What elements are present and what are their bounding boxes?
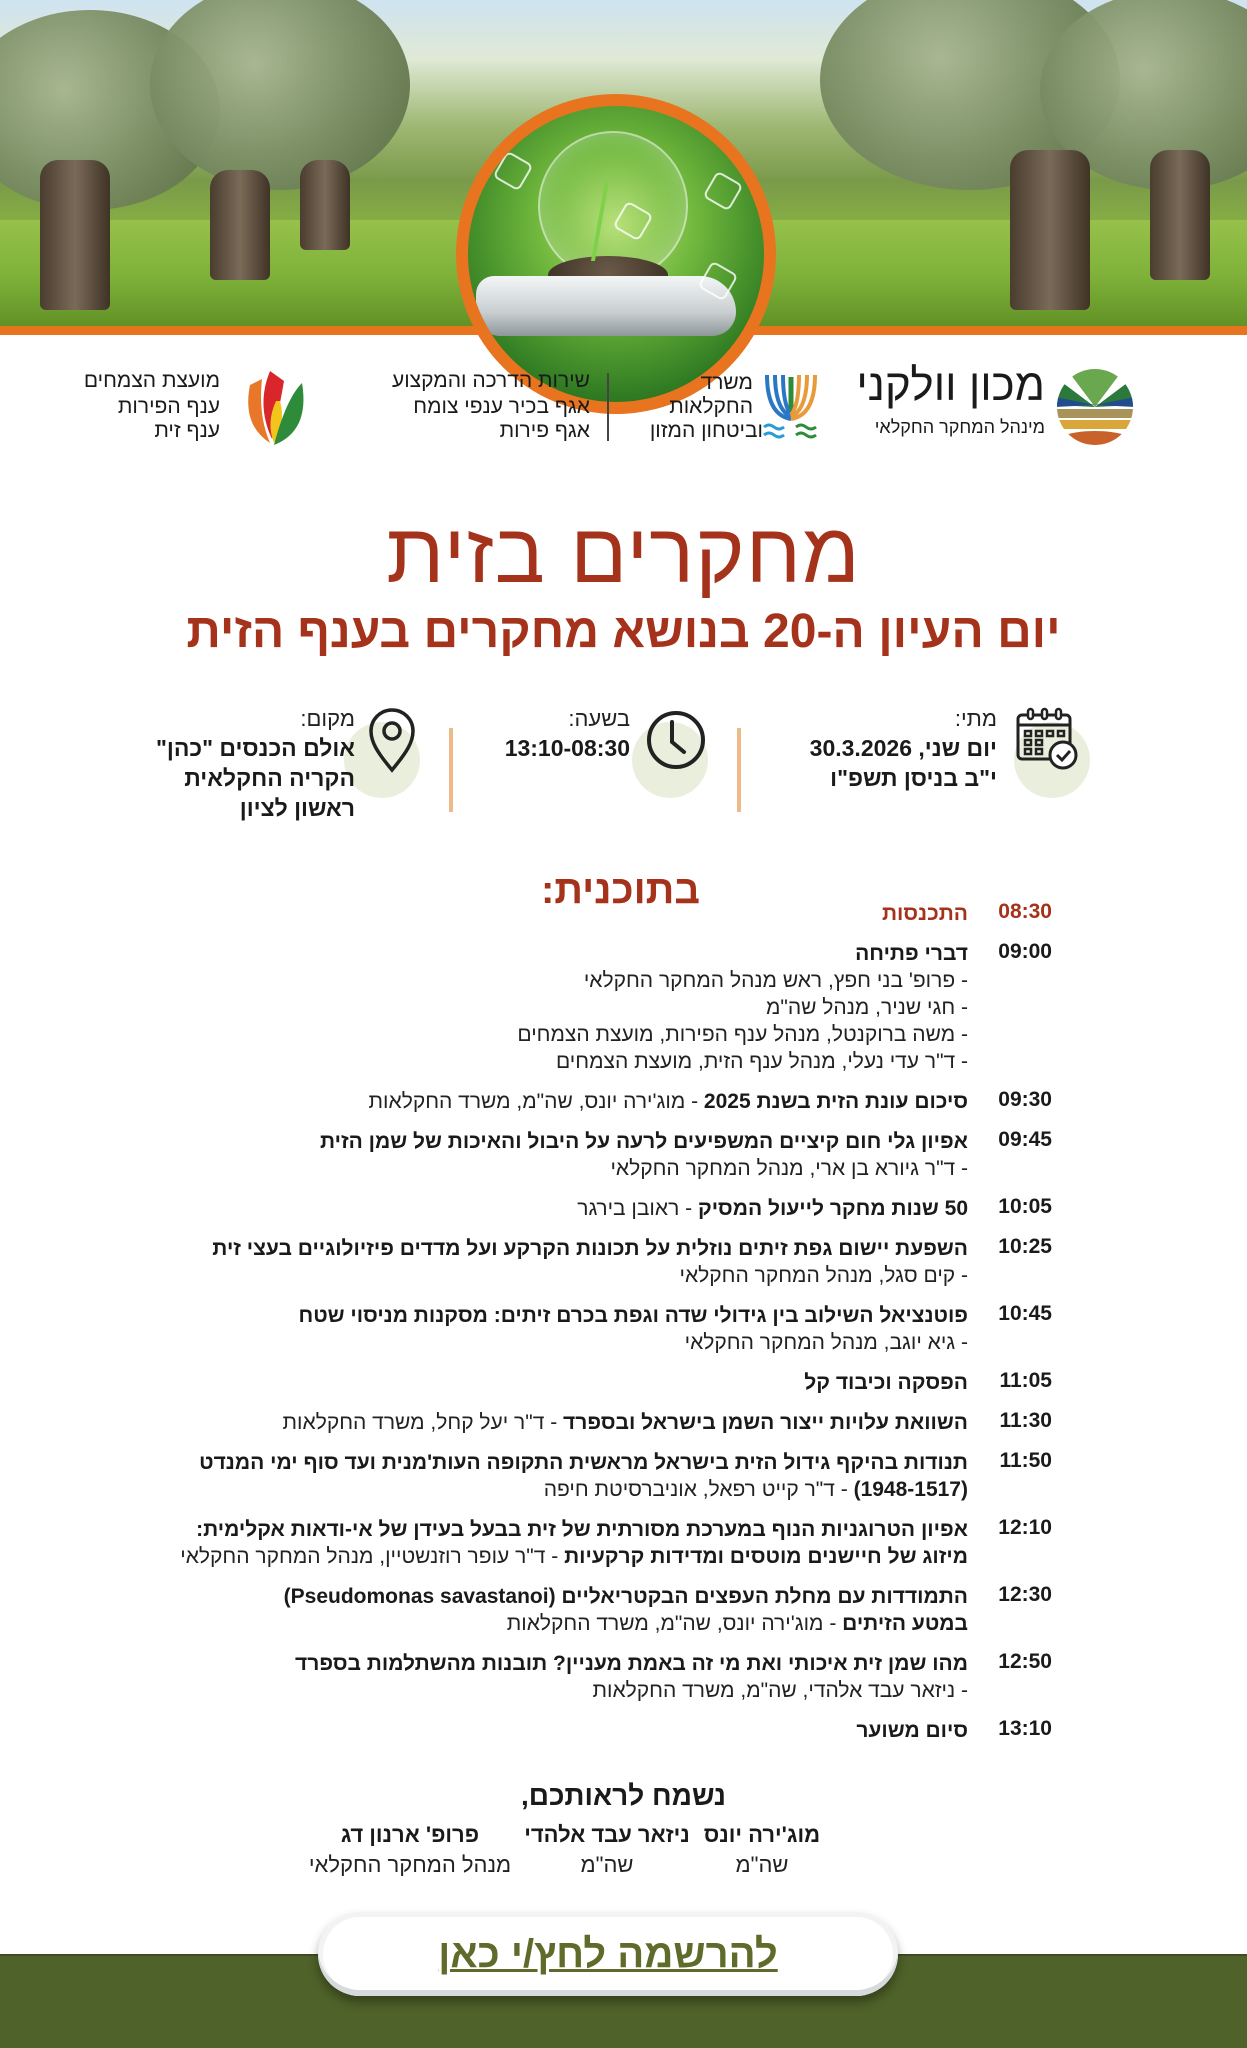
when-hebrew-date: י"ב בניסן תשפ"ו xyxy=(830,765,997,791)
ministry-line3: וביטחון המזון xyxy=(649,419,763,442)
info-divider xyxy=(737,728,741,812)
item-time: 08:30 xyxy=(998,900,1052,923)
item-title-continued: (1948-1517) xyxy=(853,1478,968,1501)
item-time: 12:30 xyxy=(998,1583,1052,1606)
clock-icon xyxy=(644,708,708,772)
item-title: מהו שמן זית איכותי ואת מי זה באמת מעניין? תובנות מהשתלמות בספרד xyxy=(295,1652,968,1675)
olive-tree-trunk xyxy=(40,160,110,310)
item-title: התמודדות עם מחלת העפצים הבקטריאליים (Pseudomonas savastanoi) xyxy=(283,1585,968,1608)
program-item xyxy=(152,1302,1052,1356)
program-item xyxy=(152,1088,1052,1115)
olive-tree-trunk xyxy=(300,160,350,250)
olive-tree-trunk xyxy=(1010,150,1090,310)
ministry-logo xyxy=(605,355,835,455)
info-divider xyxy=(449,728,453,812)
program-item xyxy=(152,900,1052,927)
program-item xyxy=(152,1516,1052,1570)
item-title: אפיון הטרוגניות הנוף במערכת מסורתית של זית בבעל בעידן של אי-ודאות אקלימית: xyxy=(196,1518,968,1541)
program-item xyxy=(152,1583,1052,1637)
hexagon-icon xyxy=(703,171,744,212)
plants-board-line3: ענף זית xyxy=(154,419,220,442)
program-item xyxy=(152,1409,1052,1436)
extension-line3: אגף פירות xyxy=(499,419,590,442)
item-title: אפיון גלי חום קיציים המשפיעים לרעה על היבול והאיכות של שמן הזית xyxy=(320,1130,968,1153)
signer-name: מוג'ירה יונס xyxy=(703,1822,821,1847)
calendar-icon xyxy=(1013,705,1083,775)
item-speaker: - משה ברוקנטל, מנהל ענף הפירות, מועצת הצמחים xyxy=(517,1023,968,1046)
info-time xyxy=(470,700,720,825)
ministry-line2: החקלאות xyxy=(669,395,753,418)
plants-board-title: מועצת הצמחים xyxy=(83,369,220,392)
item-speaker: - מוג'ירה יונס, שה"מ, משרד החקלאות xyxy=(506,1612,843,1635)
item-title: התכנסות xyxy=(881,902,968,925)
volcani-logo xyxy=(856,355,1140,455)
location-pin-icon xyxy=(367,708,417,774)
item-title: סיום משוער xyxy=(856,1719,968,1742)
where-campus: הקריה החקלאית xyxy=(184,765,355,791)
olive-tree-trunk xyxy=(210,170,270,280)
item-speaker: - ד"ר גיורא בן ארי, מנהל המחקר החקלאי xyxy=(610,1157,968,1180)
plants-board-logo xyxy=(60,355,320,455)
item-time: 09:30 xyxy=(998,1088,1052,1111)
program-item xyxy=(152,1717,1052,1744)
partner-logos xyxy=(0,355,1247,455)
item-time: 12:50 xyxy=(998,1650,1052,1673)
olive-tree-trunk xyxy=(1150,150,1210,280)
item-time: 11:30 xyxy=(999,1409,1052,1432)
register-button-label[interactable]: להרשמה לחץ/י כאן xyxy=(438,1931,778,1976)
extension-line2: אגף בכיר ענפי צומח xyxy=(413,395,590,418)
item-title-continued: במטע הזיתים xyxy=(842,1612,968,1635)
program-item xyxy=(152,1235,1052,1289)
when-label: מתי: xyxy=(954,706,997,731)
item-time: 11:50 xyxy=(999,1449,1052,1472)
item-speaker: - ד"ר קייט רפאל, אוניברסיטת חיפה xyxy=(543,1478,854,1501)
item-speaker: - ד"ר עדי נעלי, מנהל ענף הזית, מועצת הצמחים xyxy=(555,1050,968,1073)
info-when xyxy=(780,700,1100,825)
item-title: 50 שנות מחקר לייעול המסיק xyxy=(697,1197,968,1220)
signer-role: שה"מ xyxy=(580,1852,634,1877)
program-item xyxy=(152,1128,1052,1182)
page-title: מחקרים בזית xyxy=(386,506,861,600)
page-subtitle: יום העיון ה-20 בנושא מחקרים בענף הזית xyxy=(186,605,1061,658)
volcani-subtitle: מינהל המחקר החקלאי xyxy=(874,417,1045,437)
item-time: 09:45 xyxy=(998,1128,1052,1151)
item-time: 12:10 xyxy=(998,1516,1052,1539)
where-label: מקום: xyxy=(300,706,355,731)
program-item xyxy=(152,1650,1052,1704)
item-speaker: - ניזאר עבד אלהדי, שה"מ, משרד החקלאות xyxy=(592,1679,968,1702)
where-city: ראשון לציון xyxy=(239,795,355,821)
logo-divider xyxy=(607,373,609,441)
info-where xyxy=(140,700,420,825)
item-title: השוואת עלויות ייצור השמן בישראל ובספרד xyxy=(563,1411,968,1434)
program-item xyxy=(152,1449,1052,1503)
item-speaker: - ראובן בירגר xyxy=(577,1197,698,1220)
item-speaker: - מוג'ירה יונס, שה"מ, משרד החקלאות xyxy=(368,1090,704,1113)
item-time: 13:10 xyxy=(998,1717,1052,1740)
item-title: תנודות בהיקף גידול הזית בישראל מראשית התקופה העות'מנית ועד סוף ימי המנדט xyxy=(199,1451,968,1474)
volcani-name: מכון וולקני xyxy=(856,361,1045,410)
plants-board-line2: ענף הפירות xyxy=(117,395,220,418)
hexagon-icon xyxy=(493,151,534,192)
volcani-emblem-icon xyxy=(1055,367,1135,447)
item-speaker: - חגי שניר, מנהל שה"מ xyxy=(765,996,968,1019)
program-item xyxy=(152,1369,1052,1396)
program-list xyxy=(152,900,1052,1744)
tulip-leaves-icon xyxy=(240,365,312,449)
signer-role: מנהל המחקר החקלאי xyxy=(308,1852,512,1877)
when-date: יום שני, 30.3.2026 xyxy=(809,735,997,761)
item-title: סיכום עונת הזית בשנת 2025 xyxy=(703,1090,968,1113)
signer xyxy=(497,1820,717,1880)
ministry-line1: משרד xyxy=(700,371,753,394)
time-label: בשעה: xyxy=(568,706,630,731)
register-button[interactable] xyxy=(318,1912,898,1996)
item-speaker: - פרופ' בני חפץ, ראש מנהל המחקר החקלאי xyxy=(583,969,968,992)
item-time: 10:45 xyxy=(998,1302,1052,1325)
signer-role: שה"מ xyxy=(735,1852,789,1877)
menorah-icon xyxy=(760,371,822,443)
item-time: 10:25 xyxy=(998,1235,1052,1258)
item-title: הפסקה וכיבוד קל xyxy=(804,1371,968,1394)
item-title-continued: מיזוג של חיישנים מוטסים ומדידות קרקעיות xyxy=(564,1545,968,1568)
item-title: דברי פתיחה xyxy=(855,942,968,965)
extension-service-logo xyxy=(360,355,590,455)
program-item xyxy=(152,1195,1052,1222)
extension-title: שירות הדרכה והמקצוע xyxy=(391,369,590,392)
item-speaker: - קים סגל, מנהל המחקר החקלאי xyxy=(679,1264,968,1287)
robotic-hand-icon xyxy=(476,276,736,336)
item-title: השפעת יישום גפת זיתים נוזלית על תכונות הקרקע ועל מדדים פיזיולוגיים בעצי זית xyxy=(212,1237,968,1260)
time-range: 13:10-08:30 xyxy=(504,735,630,761)
item-time: 11:05 xyxy=(999,1369,1052,1392)
signer-name: ניזאר עבד אלהדי xyxy=(524,1822,690,1847)
program-item xyxy=(152,940,1052,1075)
item-speaker: - גיא יוגב, מנהל המחקר החקלאי xyxy=(684,1331,968,1354)
signer xyxy=(300,1820,520,1880)
item-speaker: - ד"ר יעל קחל, משרד החקלאות xyxy=(282,1411,564,1434)
where-venue: אולם הכנסים "כהן" xyxy=(156,735,355,761)
item-title: פוטנציאל השילוב בין גידולי שדה וגפת בכרם זיתים: מסקנות מניסוי שטח xyxy=(298,1304,968,1327)
item-time: 09:00 xyxy=(998,940,1052,963)
closing-greeting: נשמח לראותכם, xyxy=(521,1780,726,1811)
item-time: 10:05 xyxy=(998,1195,1052,1218)
signer-name: פרופ' ארנון דג xyxy=(340,1822,480,1847)
item-speaker: - ד"ר עופר רוזנשטיין, מנהל המחקר החקלאי xyxy=(180,1545,565,1568)
program-heading: בתוכנית: xyxy=(540,868,700,912)
